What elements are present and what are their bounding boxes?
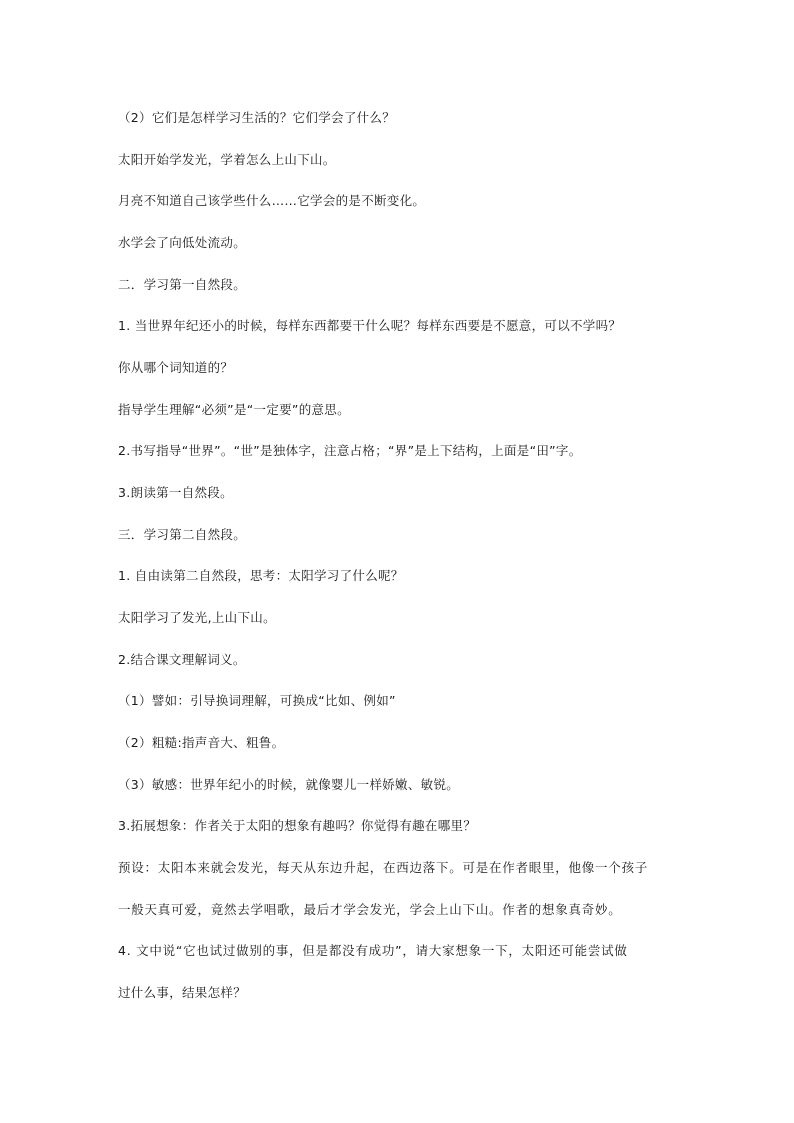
section-2-heading: 二．学习第一自然段。 <box>118 277 247 292</box>
section-2-item-2: 2.书写指导“世界”。“世”是独体字，注意占格；“界”是上下结构，上面是“田”字。 <box>118 443 582 458</box>
section-2-item-1: 1. 当世界年纪还小的时候，每样东西都要干什么呢？每样东西要是不愿意，可以不学吗？ <box>118 318 622 333</box>
section-2-item-1-guide: 指导学生理解“必须”是“一定要”的意思。 <box>118 402 350 417</box>
section-3-item-4-line-1: 4. 文中说“它也试过做别的事，但是都没有成功”，请大家想象一下，太阳还可能尝试做 <box>118 943 628 958</box>
preset-answer-line-2: 一般天真可爱，竟然去学唱歌，最后才学会发光，学会上山下山。作者的想象真奇妙。 <box>118 902 622 917</box>
section-3-item-1-answer: 太阳学习了发光,上山下山。 <box>118 610 276 625</box>
section-3-item-3: 3.拓展想象：作者关于太阳的想象有趣吗？你觉得有趣在哪里？ <box>118 818 477 833</box>
answer-sun-text: 太阳开始学发光，学着怎么上山下山。 <box>118 152 336 167</box>
preset-answer-line-1: 预设：太阳本来就会发光，每天从东边升起，在西边落下。可是在作者眼里，他像一个孩子 <box>118 860 649 875</box>
answer-water-text: 水学会了向低处流动。 <box>118 235 247 250</box>
vocab-item-1: （1）譬如：引导换词理解，可换成“比如、例如” <box>118 693 396 708</box>
vocab-item-2: （2）粗糙:指声音大、粗鲁。 <box>118 735 285 750</box>
vocab-item-3: （3）敏感：世界年纪小的时候，就像婴儿一样娇嫩、敏锐。 <box>118 777 460 792</box>
section-2-item-3: 3.朗读第一自然段。 <box>118 485 233 500</box>
question-2-text: （2）它们是怎样学习生活的？它们学会了什么？ <box>118 110 396 125</box>
section-3-heading: 三．学习第二自然段。 <box>118 527 247 542</box>
section-3-item-1: 1. 自由读第二自然段，思考：太阳学习了什么呢？ <box>118 568 404 583</box>
section-3-item-2: 2.结合课文理解词义。 <box>118 652 246 667</box>
section-3-item-4-line-2: 过什么事，结果怎样？ <box>118 985 247 1000</box>
section-2-item-1-question: 你从哪个词知道的？ <box>118 360 234 375</box>
answer-moon-text: 月亮不知道自己该学些什么……它学会的是不断变化。 <box>118 193 426 208</box>
